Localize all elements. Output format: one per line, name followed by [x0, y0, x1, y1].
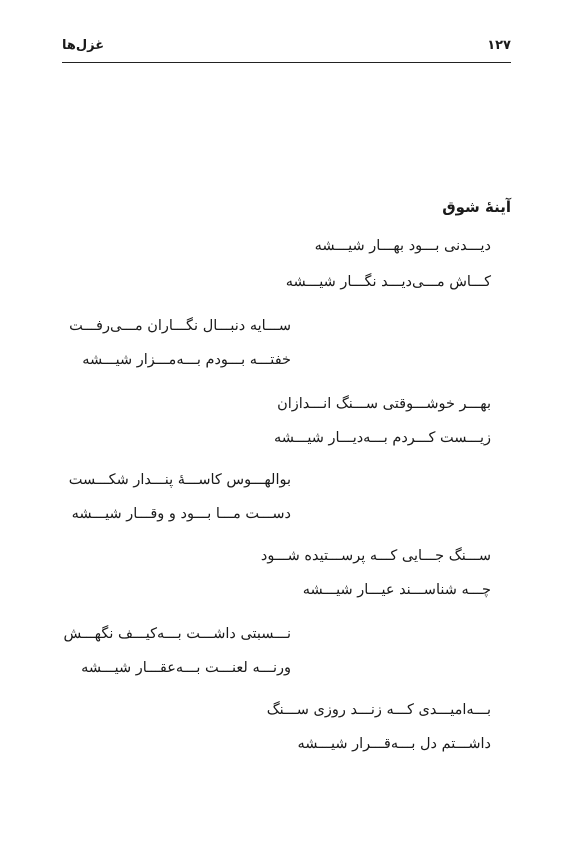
couplet-4-line-2: دســـت مـــا بـــود و وقـــار شیـــشه: [71, 506, 291, 522]
couplet-5-line-2: چـــه شناســـند عیـــار شیـــشه: [302, 582, 491, 598]
poem-title: آینهٔ شوق: [442, 198, 511, 216]
couplet-2-line-2: خفتـــه بـــودم بـــه‌مـــزار شیـــشه: [82, 352, 291, 368]
page-number: ۱۲۷: [487, 38, 511, 53]
couplet-2-line-1: ســـایه دنبـــال نگـــاران مـــی‌رفـــت: [69, 318, 291, 334]
couplet-3-line-1: بهـــر خوشـــوقتی ســـنگ انـــدازان: [277, 396, 491, 412]
couplet-1-line-2: کـــاش مـــی‌دیـــد نگـــار شیـــشه: [285, 274, 491, 290]
couplet-1-line-1: دیـــدنی بـــود بهـــار شیـــشه: [314, 238, 491, 254]
couplet-3-line-2: زیـــست کـــردم بـــه‌دیـــار شیـــشه: [273, 430, 491, 446]
couplet-7-line-1: بـــه‌امیـــدی کـــه زنـــد روزی ســـنگ: [266, 702, 491, 718]
couplet-6-line-1: نـــسبتی داشـــت بـــه‌کیـــف نگهـــش: [63, 626, 291, 642]
couplet-4-line-1: بوالهـــوس کاســـهٔ پنـــدار شکـــست: [68, 472, 291, 488]
couplet-6-line-2: ورنـــه لعنـــت بـــه‌عقـــار شیـــشه: [81, 660, 291, 676]
couplet-7-line-2: داشـــتم دل بـــه‌قـــرار شیـــشه: [297, 736, 491, 752]
header-divider: [62, 62, 511, 63]
couplet-5-line-1: ســـنگ جـــایی کـــه پرســـتیده شـــود: [260, 548, 491, 564]
running-header: [62, 38, 511, 60]
book-title: غزل‌ها: [62, 38, 105, 53]
